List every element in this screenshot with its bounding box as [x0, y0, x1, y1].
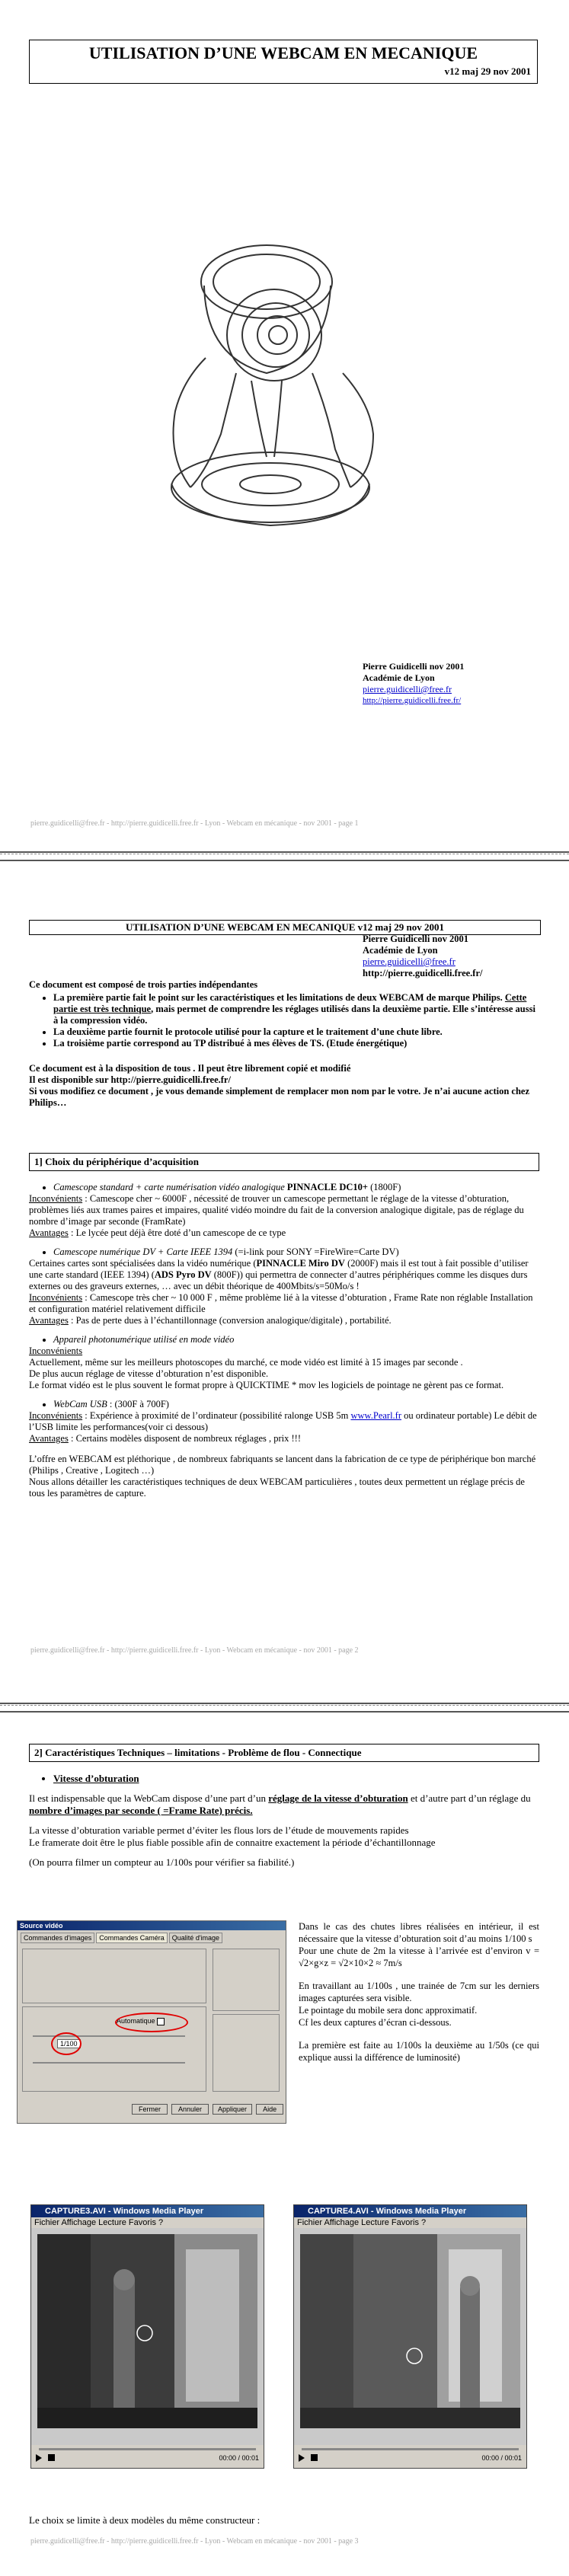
- player-titlebar: CAPTURE3.AVI - Windows Media Player: [31, 2205, 264, 2217]
- shutter-value: 1/100: [57, 2039, 81, 2048]
- stop-icon[interactable]: [311, 2454, 318, 2461]
- tab-quality[interactable]: Qualité d'image: [169, 1933, 222, 1943]
- video-source-dialog: [17, 1920, 286, 2124]
- page-1: [0, 0, 569, 845]
- list-item: • Camescope standard + carte numérisation vidéo analogique PINNACLE DC10+ (1800F): [53, 1182, 539, 1193]
- play-icon[interactable]: [36, 2454, 42, 2462]
- devices-block: • Camescope standard + carte numérisation vidéo analogique PINNACLE DC10+ (1800F) Inconvénients : Camescope cher ~ 6000F , nécessité de trouver un camescope permettant le réglage de la vitesse d’obturation, problèmes liés aux trames paires et impaires, qualité vidéo moindre du fait de la conversion analogique digitale, pas de réglage du nombre d’image par seconde (FramRate) Avantages : Le lycée peut déjà être doté d’un camescope de ce type • Camescope numérique DV + Carte IEEE 1394 (=i-link pour SONY =FireWire=Carte DV) Certaines cartes sont spécialisées dans la vidéo numérique (PINNACLE Miro DV (2000F) mais il est tout à fait possible d’utiliser une carte standard (IEEE 1394) (ADS Pyro DV (800F)) qui permettra de connecter d’autres périphériques comme les disques durs externes ou des graveurs externes, … avec un débit théorique de 400Mbits/s=50Mo/s ! Inconvénients : Camescope très cher ~ 10 000 F , même problème lié à la vitesse d’obturation , Frame Rate non réglable Installation et configuration matériel relativement difficile Avantages : Pas de perte dues à l’échantillonnage (conversion analogique/digitale) , portabilité. • Appareil photonumérique utilisé en mode vidéo Inconvénients Actuellement, même sur les meilleurs photoscopes du marché, ce mode vidéo est limité à 15 images par seconde . De plus aucun réglage de vitesse d’obturation n’est disponible. Le format vidéo est le plus souvent le format propre à QUICKTIME * mov les logiciels de pointage ne gèrent pas ce format. • WebCam USB : (300F à 700F) Inconvénients : Expérience à proximité de l’ordinateur (possibilité ralonge USB 5m www.Pearl.fr ou ordinateur portable) Le débit de l’USB limite les performances(voir ci dessous) Avantages : Certains modèles disposent de nombreux réglages , prix !!! L’offre en WEBCAM est pléthorique , de nombreux fabriquants se lancent dans la fabrication de ce type de périphérique bon marché (Philips , Creative , Logitech …) Nous allons détailler les caractéristiques techniques de deux WEBCAM particulières , toutes deux permettent un réglage précis de tous les paramètres de capture.: [29, 1182, 539, 1499]
- shutter-block: • Vitesse d’obturation Il est indispensable que la WebCam dispose d’une part d’un réglage de la vitesse d’obturation et d’autre part d’un réglage du nombre d’images par seconde ( =Frame Rate) précis. La vitesse d’obturation variable permet d’éviter les flous lors de l’étude de mouvements rapides Le framerate doit être le plus fiable possible afin de connaitre exactement la période d’échantillonnage (On pourra filmer un compteur au 1/100s pour vérifier sa fiabilité.): [29, 1773, 539, 1869]
- stop-icon[interactable]: [48, 2454, 55, 2461]
- player-controls: [294, 2445, 526, 2468]
- player-controls: [31, 2445, 264, 2468]
- list-item: • WebCam USB : (300F à 700F): [53, 1399, 539, 1410]
- auto-label: Automatique: [117, 2017, 155, 2025]
- video-still: [300, 2234, 520, 2428]
- title-box: [29, 40, 538, 84]
- section-heading: 2] Caractéristiques Techniques – limitations - Problème de flou - Connectique: [29, 1744, 539, 1762]
- seek-bar[interactable]: [302, 2448, 519, 2450]
- list-item: • La première partie fait le point sur les caractéristiques et les limitations de deux WEBCAM de marque Philips. Cette partie est très technique, mais permet de comprendre les réglages utilisés dans la deuxième partie. Elle s’intéresse aussi à la compression vidéo.: [53, 992, 539, 1026]
- fall-text: Dans le cas des chutes libres réalisées en intérieur, il est nécessaire que la vitesse d’obturation soit d’au moins 1/100 s Pour une chute de 2m la vitesse à l’arrivée est d’environ v = √2×g×z = √2×10×2 ≈ 7m/s En travaillant au 1/100s , une trainée de 7cm sur les derniers images capturées sera visible. Le pointage du mobile sera donc approximatif. Cf les deux captures d’écran ci-dessous. La première est faite au 1/100s la deuxième au 1/50s (ce qui explique aussi la différence de luminosité): [299, 1921, 539, 2063]
- parts-list: [29, 992, 539, 1049]
- page-footer: pierre.guidicelli@free.fr - http://pierre.guidicelli.free.fr - Lyon - Webcam en mécanique - nov 2001 - page 1: [30, 819, 359, 828]
- page-header: UTILISATION D’UNE WEBCAM EN MECANIQUE v12 maj 29 nov 2001: [125, 921, 445, 933]
- page-3: [0, 1713, 569, 2576]
- page-footer: pierre.guidicelli@free.fr - http://pierre.guidicelli.free.fr - Lyon - Webcam en mécanique - nov 2001 - page 2: [30, 1646, 359, 1655]
- apply-button[interactable]: Appliquer: [213, 2104, 252, 2115]
- page-separator: [0, 851, 569, 861]
- player-titlebar: CAPTURE4.AVI - Windows Media Player: [294, 2205, 526, 2217]
- page-separator: [0, 1703, 569, 1713]
- author-block: [363, 934, 482, 979]
- section-heading: 1] Choix du périphérique d’acquisition: [29, 1153, 539, 1171]
- close-button[interactable]: Fermer: [132, 2104, 168, 2115]
- cancel-button[interactable]: Annuler: [171, 2104, 209, 2115]
- header-box: [29, 920, 541, 935]
- media-player-2: [293, 2204, 527, 2469]
- webcam-illustration: [145, 228, 388, 548]
- page-footer: pierre.guidicelli@free.fr - http://pierre.guidicelli.free.fr - Lyon - Webcam en mécanique - nov 2001 - page 3: [30, 2537, 359, 2546]
- pearl-link[interactable]: www.Pearl.fr: [350, 1410, 401, 1421]
- subsection-heading: • Vitesse d’obturation: [53, 1773, 539, 1785]
- seek-bar[interactable]: [39, 2448, 256, 2450]
- intro-block: [29, 979, 539, 1109]
- author-name: Pierre Guidicelli nov 2001: [363, 661, 465, 672]
- dialog-titlebar: Source vidéo: [18, 1921, 286, 1930]
- video-frame: [300, 2234, 520, 2428]
- academy-name: Académie de Lyon: [363, 945, 438, 956]
- intro-text: Ce document est composé de trois parties indépendantes: [29, 979, 258, 990]
- player-menu: Fichier Affichage Lecture Favoris ?: [31, 2217, 264, 2228]
- website-text: http://pierre.guidicelli.free.fr/: [363, 968, 483, 978]
- page-title: UTILISATION D’UNE WEBCAM EN MECANIQUE: [88, 43, 478, 62]
- photo-text: Actuellement, même sur les meilleurs photoscopes du marché, ce mode vidéo est limité à 15 images par seconde . De plus aucun réglage de vitesse d’obturation n’est disponible. Le format vidéo est le plus souvent le format propre à QUICKTIME * mov les logiciels de pointage ne gèrent pas ce format.: [29, 1357, 504, 1390]
- academy-name: Académie de Lyon: [363, 672, 435, 683]
- player-menu: Fichier Affichage Lecture Favoris ?: [294, 2217, 526, 2228]
- player-time: 00:00 / 00:01: [219, 2454, 259, 2462]
- version-label: v12 maj 29 nov 2001: [444, 65, 531, 77]
- page-2: [0, 862, 569, 1706]
- list-item: • La deuxième partie fournit le protocole utilisé pour la capture et le traitement d’une chute libre.: [53, 1026, 539, 1038]
- player-time: 00:00 / 00:01: [481, 2454, 522, 2462]
- list-item: • La troisième partie correspond au TP distribué à mes élèves de TS. (Etude énergétique): [53, 1038, 539, 1049]
- availability-line: Si vous modifiez ce document , je vous demande simplement de remplacer mon nom par le votre. Je n’ai aucune action chez Philips…: [29, 1086, 530, 1108]
- availability-line: Ce document est à la disposition de tous . Il peut être librement copié et modifié: [29, 1063, 351, 1074]
- play-icon[interactable]: [299, 2454, 305, 2462]
- list-item: • Appareil photonumérique utilisé en mode vidéo: [53, 1334, 539, 1345]
- tab-camera[interactable]: Commandes Caméra: [96, 1933, 168, 1943]
- email-link[interactable]: pierre.guidicelli@free.fr: [363, 684, 452, 694]
- list-item: • Camescope numérique DV + Carte IEEE 1394 (=i-link pour SONY =FireWire=Carte DV): [53, 1247, 539, 1258]
- author-name: Pierre Guidicelli nov 2001: [363, 934, 468, 944]
- help-button[interactable]: Aide: [256, 2104, 283, 2115]
- author-block: [363, 661, 464, 707]
- availability-line: Il est disponible sur http://pierre.guidicelli.free.fr/: [29, 1074, 231, 1085]
- choice-text: Le choix se limite à deux modèles du même constructeur :: [29, 2514, 261, 2526]
- email-link[interactable]: pierre.guidicelli@free.fr: [363, 956, 456, 967]
- media-player-1: [30, 2204, 264, 2469]
- video-still: [37, 2234, 257, 2428]
- website-link[interactable]: http://pierre.guidicelli.free.fr/: [363, 696, 462, 705]
- tab-images[interactable]: Commandes d'images: [21, 1933, 94, 1943]
- video-frame: [37, 2234, 257, 2428]
- offer-text: L’offre en WEBCAM est pléthorique , de nombreux fabriquants se lancent dans la fabrication de ce type de périphérique bon marché (Philips , Creative , Logitech …) Nous allons détailler les caractéristiques techniques de deux WEBCAM particulières , toutes deux permettent un réglage précis de tous les paramètres de capture.: [29, 1454, 536, 1499]
